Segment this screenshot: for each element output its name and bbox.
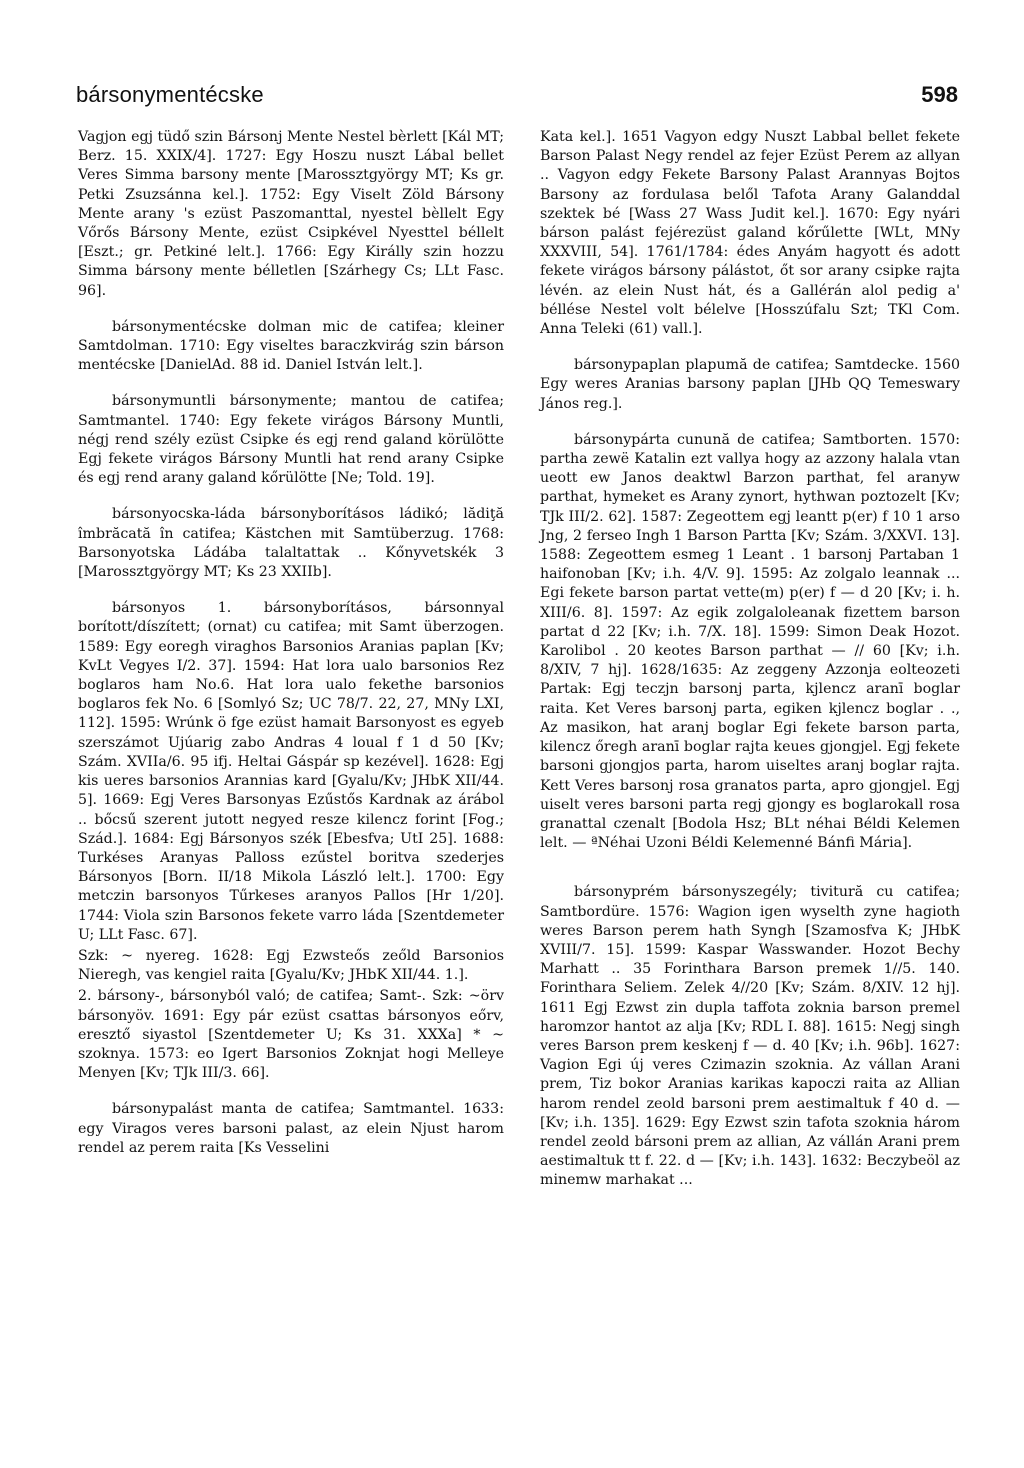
dictionary-entry: bársonymentécske dolman mic de catifea; kleiner Samtdolman. 1710: Egy viseltes baraczkvirág szin bárson mentécske [DanielAd. 88 id. Daniel István lelt.]. bbox=[78, 318, 504, 374]
running-head-word: bársonymentécske bbox=[76, 82, 264, 107]
dictionary-entry: bársonypaplan plapumă de catifea; Samtdecke. 1560 Egy weres Aranias barsony paplan [JHb QQ Temeswary János reg.]. bbox=[540, 357, 960, 412]
dictionary-entry: bársonyos 1. bársonyborításos, bársonnyal borított/díszített; (ornat) cu catifea; mit Samt überzogen. 1589: Egy eoregh viraghos Barsonios Aranias paplan [Kv; KvLt Vegyes I/2. 37]. 1594: Hat lora ualo barsonios Rez boglaros ham No.6. Hat lora ualo fekethe barsonios boglaros fek No. 6 [Somlyó Sz; UC 78/7. 22, 27, MNy LXI, 112]. 1595: Wrúnk ö fge ezüst hamait Barsonyost es egyeb szerszámot Ujúarig zabo Andras 4 loual f 1 d 50 [Kv; Szám. XVIIa/6. 95 ifj. Heltai Gáspár sp kezével]. 1628: Egj kis ueres barsonios Arannias kard [Gyalu/Kv; JHbK XII/44. 5]. 1669: Egj Veres Barsonyas Ezűstős Kardnak az árábol .. bőcsű szerent jutott negyed resze kilencz forint [Fog.; Szád.]. 1684: Egj Bársonyos szék [Ebesfva; UtI 25]. 1688: Turkéses Aranyas Palloss ezűstel boritva szederjes Bársonyos [Born. II/18 Mikola László lelt.]. 1700: Egy metczin barsonyos Tűrkeses aranyos Pallos [Hr 1/20]. 1744: Viola szin Barsonos fekete varro láda [Szentdemeter U; LLt Fasc. 67]. bbox=[78, 600, 504, 943]
dictionary-entry: bársonyocska-láda bársonyborításos ládikó; lădiţă îmbrăcată în catifea; Kästchen mit Samtüberzug. 1768: Barsonyotska Ládába talaltattak .. Kőnyvetskék 3 [Marossztgyörgy MT; Ks 23 XXIIb]. bbox=[78, 506, 504, 581]
dictionary-entry: bársonyprém bársonyszegély; tivitură cu catifea; Samtbordüre. 1576: Wagion igen wyselth zyne hagioth weres Barson perem hath Syngh [Szamosfva K; JHbK XVIII/7. 15]. 1599: Kaspar Wasswander. Hozot Bechy Marhatt .. 35 Forinthara Barson premek 1//5. 140. Forinthara Seliem. Zelek 4//20 [Kv; Szám. 8/XIV. 12 hj]. 1611 Egj Ezwst zin dupla taffota zoknia barson premel haromzor hantot az alja [Kv; RDL I. 88]. 1615: Negj singh veres Barson prem keskenj f — d. 40 [Kv; i.h. 96b]. 1627: Vagion Egi új veres Czimazin szoknia. Az vállan Arani prem, Tiz bokor Aranias karikas kapoczi raita az Allian harom rendel zeold barsoni prem aestimaltuk f 40 d. — [Kv; i.h. 135]. 1629: Egy Ezwst szin tafota szoknia három rendel zeold bársoni prem az allian, Az vállán Arani prem aestimaltuk tt f. 22. d — [Kv; i.h. 143]. 1632: Beczybeöl az minemw marhakat ... bbox=[540, 884, 960, 1189]
dictionary-entry: bársonypalást manta de catifea; Samtmantel. 1633: egy Viragos veres barsoni palast, az elein Njust harom rendel az perem raita [Ks Vesselini bbox=[78, 1101, 504, 1156]
dictionary-entry: bársonypárta cunună de catifea; Samtborten. 1570: partha zewë Katalin ezt vallya hogy az azzony halala vtan ueott ew Janos deaktwl Barzon parthat, fel aranyw parthat, hymeket es Arany zynort, hythwan poztozelt [Kv; TJk III/2. 62]. 1587: Zegeottem egj leantt p(er) f 10 1 arso Jng, 2 ferseo Ingh 1 Barson Partta [Kv; Szám. 3/XXVI. 13]. 1588: Zegeottem esmeg 1 Leant . 1 barsonj Partaban 1 haifonoban [Kv; i.h. 4/V. 9]. 1595: Az zolgalo leannak ... Egi fekete barson partat vette(m) p(er) f — d 20 [Kv; i. h. XIII/6. 8]. 1597: Az egik zolgaloleanak fizettem barson partat d 22 [Kv; i.h. 7/X. 18]. 1599: Simon Deak Hozot. Karolibol . 20 keotes Barson parthat — // 60 [Kv; i.h. 8/XIV, 7 hj]. 1628/1635: Az zeggeny Azzonja eolteozeti Partak: Egj teczjn barsonj parta, kjlencz aranī boglar raita. Ket Veres barsonj parta, egiken kjlencz boglar . ., Az masikon, hat aranj boglar Egi fekete barson parta, kilencz őregh aranī boglar rajta keues gjongjel. Egj fekete barsoni gjongjos parta, harom uiseltes aranj boglar rajta. Kett Veres barsonj rosa granatos parta, apro gjongjel. Egj uiselt veres barsoni parta regj gjongy es boglarokall rosa granattal czenalt [Bodola Hsz; BLt néhai Béldi Kelemen lelt. — ªNéhai Uzoni Béldi Kelemenné Bánfi Mária]. bbox=[540, 431, 960, 852]
right-column bbox=[540, 128, 960, 1208]
dictionary-subentry: Szk: ~ nyereg. 1628: Egj Ezwsteős zeőld Barsonios Nieregh, vas kengiel raita [Gyalu/Kv; JHbK XII/44. 1.]. bbox=[78, 947, 504, 984]
running-header bbox=[76, 82, 958, 112]
dictionary-entry-continuation: Kata kel.]. 1651 Vagyon edgy Nuszt Labbal bellet fekete Barson Palast Negy rendel az fejer Ezüst Perem az allyan .. Vagyon edgy Fekete Barsony Palast Arannyas Bojtos Barsony az fordulasa belől Tafota Arany Galanddal szektek bé [Wass 27 Wass Judit kel.]. 1670: Egy nyári bárson palást fejérezüst galand kőrűlette [WLt, MNy XXXVIII, 54]. 1761/1784: édes Anyám hagyott és adott fekete virágos bársony pálástot, őt sor arany csipke rajta lévén. az elein Nust hát, és a Gallérán alol pedig a' béllése Nestel volt bélelve [Hosszúfalu Szt; TKl Com. Anna Teleki (61) vall.]. bbox=[540, 129, 960, 338]
left-column bbox=[78, 128, 504, 1175]
dictionary-subentry: 2. bársony-, bársonyból való; de catifea; Samt-. Szk: ~örv bársonyöv. 1691: Egy pár ezüst csattas bársonyos eőrv, eresztő siyastol [Szentdemeter U; Ks 31. XXXa] * ~ szoknya. 1573: eo Igert Barsonios Zoknjat hogi Melleye Menyen [Kv; TJk III/3. 66]. bbox=[78, 988, 504, 1082]
dictionary-entry-continuation: Vagjon egj tüdő szin Bársonj Mente Nestel bèrlett [Kál MT; Berz. 15. XXIX/4]. 1727: Egy Hoszu nuszt Lábal bellet Veres Simma barsony mente [Marossztgyörgy MT; Ks gr. Petki Zsuzsánna kel.]. 1752: Egy Viselt Zöld Bársony Mente arany 's ezüst Paszomanttal, nyestel bèllelt Egy Vőrős Bársony Mente, ezüst Csipkével Nyesttel béllelt [Eszt.; gr. Petkiné lelt.]. 1766: Egy Királly szin hozzu Simma bársony mente bélletlen [Szárhegy Cs; LLt Fasc. 96]. bbox=[78, 129, 504, 299]
page-number: 598 bbox=[921, 82, 958, 107]
dictionary-entry: bársonymuntli bársonymente; mantou de catifea; Samtmantel. 1740: Egy fekete virágos Bársony Muntli, négj rend szély ezüst Csipke és egj rend galand körülötte Egj fekete virágos Bársony Muntli hat rend arany Csipke és egj rend arany galand kőrülötte [Ne; Told. 19]. bbox=[78, 393, 504, 487]
